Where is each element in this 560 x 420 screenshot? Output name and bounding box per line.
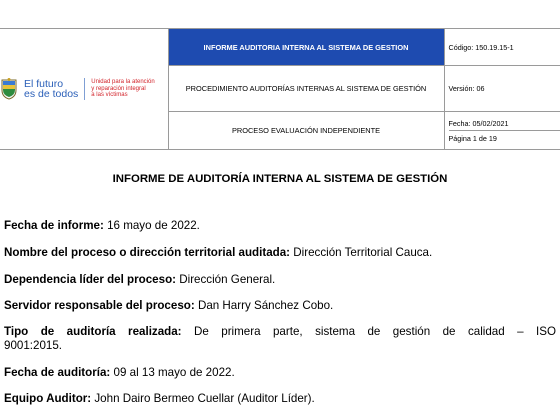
field-report-date xyxy=(4,218,556,233)
field-value: Dirección Territorial Cauca. xyxy=(290,246,433,259)
field-label: Equipo Auditor: xyxy=(4,392,92,405)
document-header-table xyxy=(0,28,560,150)
field-label: Dependencia líder del proceso: xyxy=(4,273,177,286)
field-audit-type xyxy=(4,324,556,339)
procedure-title-cell: PROCEDIMIENTO AUDITORÍAS INTERNAS AL SISTEMA DE GESTIÓN xyxy=(168,66,444,112)
field-value: 16 mayo de 2022. xyxy=(103,219,200,232)
brand-tagline xyxy=(91,79,154,98)
organization-logo xyxy=(0,29,168,149)
field-value: Dirección General. xyxy=(176,273,276,286)
document-date: Fecha: 05/02/2021 xyxy=(448,119,509,128)
tagline-line-2: y reparación integral xyxy=(91,85,146,92)
document-title: INFORME DE AUDITORÍA INTERNA AL SISTEMA DE GESTIÓN xyxy=(112,173,448,185)
brand-wordmark xyxy=(24,79,78,99)
field-audit-team xyxy=(4,391,556,406)
brand-line-2: es de todos xyxy=(24,88,79,100)
tagline-line-1: Unidad para la atención xyxy=(91,79,155,86)
logo-cell xyxy=(0,29,168,150)
brand-divider xyxy=(84,78,85,100)
document-code: Código: 150.19.15-1 xyxy=(444,29,560,66)
field-value: De primera parte, sistema de gestión de calidad – ISO xyxy=(181,325,556,338)
document-version: Versión: 06 xyxy=(444,66,560,112)
process-title-cell: PROCESO EVALUACIÓN INDEPENDIENTE xyxy=(168,112,444,150)
field-label: Tipo de auditoría realizada: xyxy=(4,325,182,338)
field-audit-date xyxy=(4,365,556,380)
field-label: Servidor responsable del proceso: xyxy=(4,299,195,312)
field-value: John Dairo Bermeo Cuellar (Auditor Líder). xyxy=(91,392,315,405)
page-number: Página 1 de 19 xyxy=(449,130,560,145)
tagline-line-3: a las víctimas xyxy=(91,92,128,99)
report-title-cell: INFORME AUDITORIA INTERNA AL SISTEMA DE GESTION xyxy=(168,29,444,66)
field-label: Fecha de informe: xyxy=(4,219,104,232)
colombia-shield-icon xyxy=(0,78,18,100)
field-lead-dependency xyxy=(4,272,556,287)
field-value: 9001:2015. xyxy=(4,339,63,352)
field-audit-type-continued xyxy=(4,338,556,353)
field-value: Dan Harry Sánchez Cobo. xyxy=(194,299,334,312)
field-process-name xyxy=(4,245,556,260)
field-label: Nombre del proceso o dirección territorial auditada: xyxy=(4,246,291,259)
field-value: 09 al 13 mayo de 2022. xyxy=(110,366,235,379)
brand-line-1: El futuro xyxy=(24,78,64,90)
field-responsible-officer xyxy=(4,298,556,313)
date-page-cell xyxy=(444,112,560,150)
field-label: Fecha de auditoría: xyxy=(4,366,111,379)
